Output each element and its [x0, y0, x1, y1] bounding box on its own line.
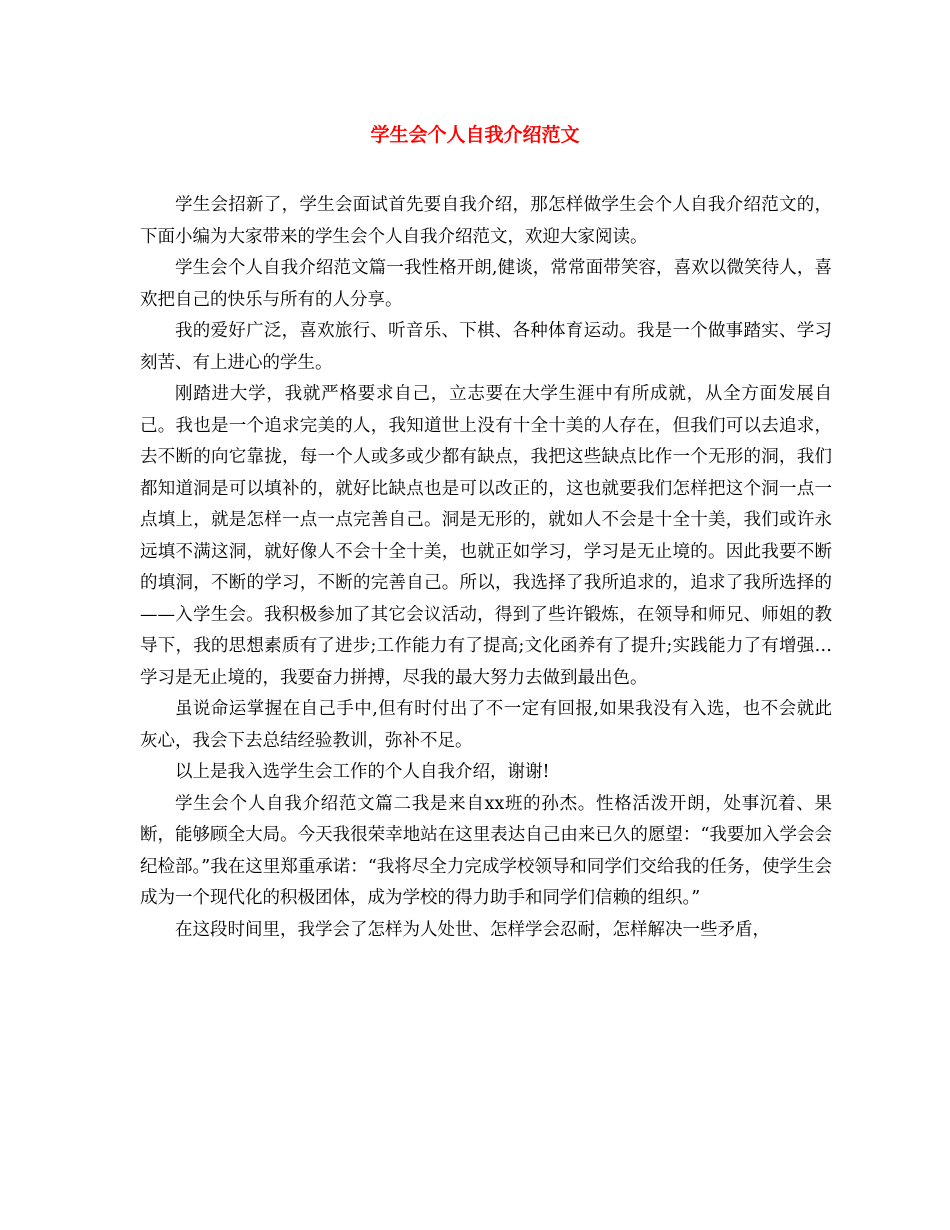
document-body [140, 190, 832, 946]
document-title: 学生会个人自我介绍范文 [370, 124, 580, 146]
paragraph: 学生会招新了，学生会面试首先要自我介绍，那怎样做学生会个人自我介绍范文的，下面小编为大家带来的学生会个人自我介绍范文，欢迎大家阅读。 [140, 195, 832, 247]
paragraph: 刚踏进大学，我就严格要求自己，立志要在大学生涯中有所成就，从全方面发展自己。我也是一个追求完美的人，我知道世上没有十全十美的人存在，但我们可以去追求，去不断的向它靠拢，每一个人或多或少都有缺点，我把这些缺点比作一个无形的洞，我们都知道洞是可以填补的，就好比缺点也是可以改正的，这也就要我们怎样把这个洞一点一点填上，就是怎样一点一点完善自己。洞是无形的，就如人不会是十全十美，我们或许永远填不满这洞，就好像人不会十全十美，也就正如学习，学习是无止境的。因此我要不断的填洞，不断的学习，不断的完善自己。所以，我选择了我所追求的，追求了我所选择的——入学生会。我积极参加了其它会议活动，得到了些许锻炼，在领导和师兄、师姐的教导下，我的思想素质有了进步;工作能力有了提高;文化函养有了提升;实践能力了有增强…学习是无止境的，我要奋力拼搏，尽我的最大努力去做到最出色。 [140, 384, 832, 688]
paragraph: 在这段时间里，我学会了怎样为人处世、怎样学会忍耐，怎样解决一些矛盾， [175, 919, 770, 940]
paragraph: 虽说命运掌握在自己手中,但有时付出了不一定有回报,如果我没有入选，也不会就此灰心，我会下去总结经验教训，弥补不足。 [140, 699, 832, 751]
paragraph: 我的爱好广泛，喜欢旅行、听音乐、下棋、各种体育运动。我是一个做事踏实、学习刻苦、有上进心的学生。 [140, 321, 832, 373]
paragraph: 学生会个人自我介绍范文篇一我性格开朗,健谈，常常面带笑容，喜欢以微笑待人，喜欢把自己的快乐与所有的人分享。 [140, 258, 832, 310]
paragraph: 学生会个人自我介绍范文篇二我是来自xx班的孙杰。性格活泼开朗，处事沉着、果断，能够顾全大局。今天我很荣幸地站在这里表达自己由来已久的愿望：“我要加入学会会纪检部。”我在这里郑重承诺：“我将尽全力完成学校领导和同学们交给我的任务，使学生会成为一个现代化的积极团体，成为学校的得力助手和同学们信赖的组织。” [140, 793, 832, 908]
paragraph: 以上是我入选学生会工作的个人自我介绍，谢谢! [175, 762, 550, 782]
